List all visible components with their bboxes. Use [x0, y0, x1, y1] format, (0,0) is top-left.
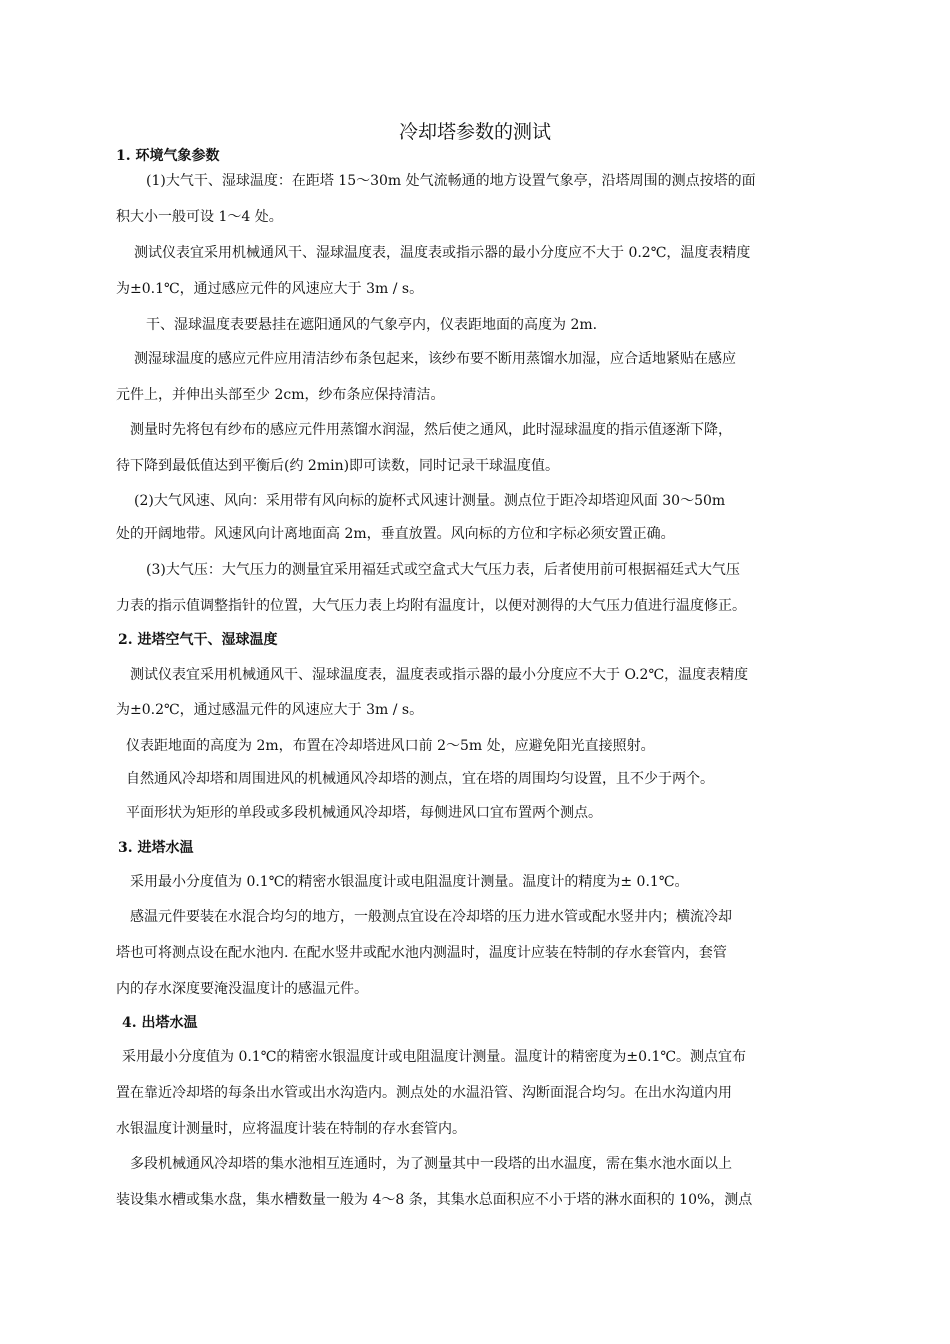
- section-heading-4: 4. 出塔水温: [122, 1015, 198, 1031]
- paragraph-line: 采用最小分度值为 0.1℃的精密水银温度计或电阻温度计测量。温度计的精度为± 0.1℃。: [130, 874, 689, 890]
- paragraph-line: 平面形状为矩形的单段或多段机械通风冷却塔，每侧进风口宜布置两个测点。: [126, 805, 602, 821]
- paragraph-line: 测试仪表宜采用机械通风干、湿球温度表，温度表或指示器的最小分度应不大于 O.2℃，温度表精度: [130, 667, 749, 683]
- paragraph-line: 力表的指示值调整指针的位置，大气压力表上均附有温度计，以便对测得的大气压力值进行温度修正。: [116, 598, 746, 614]
- paragraph-line: 处的开阔地带。风速风向计离地面高 2m，垂直放置。风向标的方位和字标必须安置正确。: [116, 526, 675, 542]
- paragraph-line: 积大小一般可设 1～4 处。: [116, 209, 283, 225]
- paragraph-line: 自然通风冷却塔和周围进风的机械通风冷却塔的测点，宜在塔的周围均匀设置，且不少于两个。: [126, 771, 714, 787]
- paragraph-line: 采用最小分度值为 0.1℃的精密水银温度计或电阻温度计测量。温度计的精密度为±0.1℃。测点宜布: [122, 1049, 747, 1065]
- paragraph-line: (3)大气压：大气压力的测量宜采用福廷式或空盒式大气压力表，后者使用前可根据福廷式大气压: [146, 562, 740, 578]
- paragraph-line: (2)大气风速、风向：采用带有风向标的旋杯式风速计测量。测点位于距冷却塔迎风面 30～50m: [134, 493, 726, 509]
- paragraph-line: 干、湿球温度表要悬挂在遮阳通风的气象亭内，仪表距地面的高度为 2m.: [146, 317, 598, 333]
- paragraph-line: 测量时先将包有纱布的感应元件用蒸馏水润湿，然后使之通风，此时湿球温度的指示值逐渐下降，: [130, 422, 732, 438]
- section-heading-3: 3. 进塔水温: [118, 840, 194, 856]
- document-title: 冷却塔参数的测试: [398, 121, 551, 143]
- paragraph-line: (1)大气干、湿球温度：在距塔 15～30m 处气流畅通的地方设置气象亭，沿塔周围的测点按塔的面: [146, 173, 756, 189]
- paragraph-line: 测试仪表宜采用机械通风干、湿球温度表，温度表或指示器的最小分度应不大于 0.2℃，温度表精度: [134, 245, 751, 261]
- paragraph-line: 感温元件要装在水混合均匀的地方，一般测点宜设在冷却塔的压力进水管或配水竖井内；横流冷却: [130, 909, 732, 925]
- paragraph-line: 为±0.1℃，通过感应元件的风速应大于 3m / s。: [116, 281, 424, 297]
- paragraph-line: 内的存水深度要淹没温度计的感温元件。: [116, 981, 368, 997]
- section-heading-2: 2. 进塔空气干、湿球温度: [118, 632, 278, 648]
- paragraph-line: 塔也可将测点设在配水池内. 在配水竖井或配水池内测温时，温度计应装在特制的存水套管内，套管: [116, 945, 727, 961]
- paragraph-line: 仪表距地面的高度为 2m，布置在冷却塔进风口前 2～5m 处，应避免阳光直接照射。: [126, 738, 655, 754]
- paragraph-line: 多段机械通风冷却塔的集水池相互连通时，为了测量其中一段塔的出水温度，需在集水池水面以上: [130, 1156, 732, 1172]
- paragraph-line: 元件上，并伸出头部至少 2cm，纱布条应保持清洁。: [116, 387, 445, 403]
- section-heading-1: 1. 环境气象参数: [116, 148, 220, 164]
- paragraph-line: 测湿球温度的感应元件应用清洁纱布条包起来，该纱布要不断用蒸馏水加湿，应合适地紧贴在感应: [134, 351, 736, 367]
- paragraph-line: 置在靠近冷却塔的每条出水管或出水沟造内。测点处的水温沿管、沟断面混合均匀。在出水沟道内用: [116, 1085, 732, 1101]
- paragraph-line: 待下降到最低值达到平衡后(约 2min)即可读数，同时记录干球温度值。: [116, 458, 560, 474]
- paragraph-line: 为±0.2℃，通过感温元件的风速应大于 3m / s。: [116, 702, 424, 718]
- paragraph-line: 水银温度计测量时，应将温度计装在特制的存水套管内。: [116, 1121, 466, 1137]
- paragraph-line: 装设集水槽或集水盘，集水槽数量一般为 4～8 条，其集水总面积应不小于塔的淋水面积的 10%，测点: [116, 1192, 753, 1208]
